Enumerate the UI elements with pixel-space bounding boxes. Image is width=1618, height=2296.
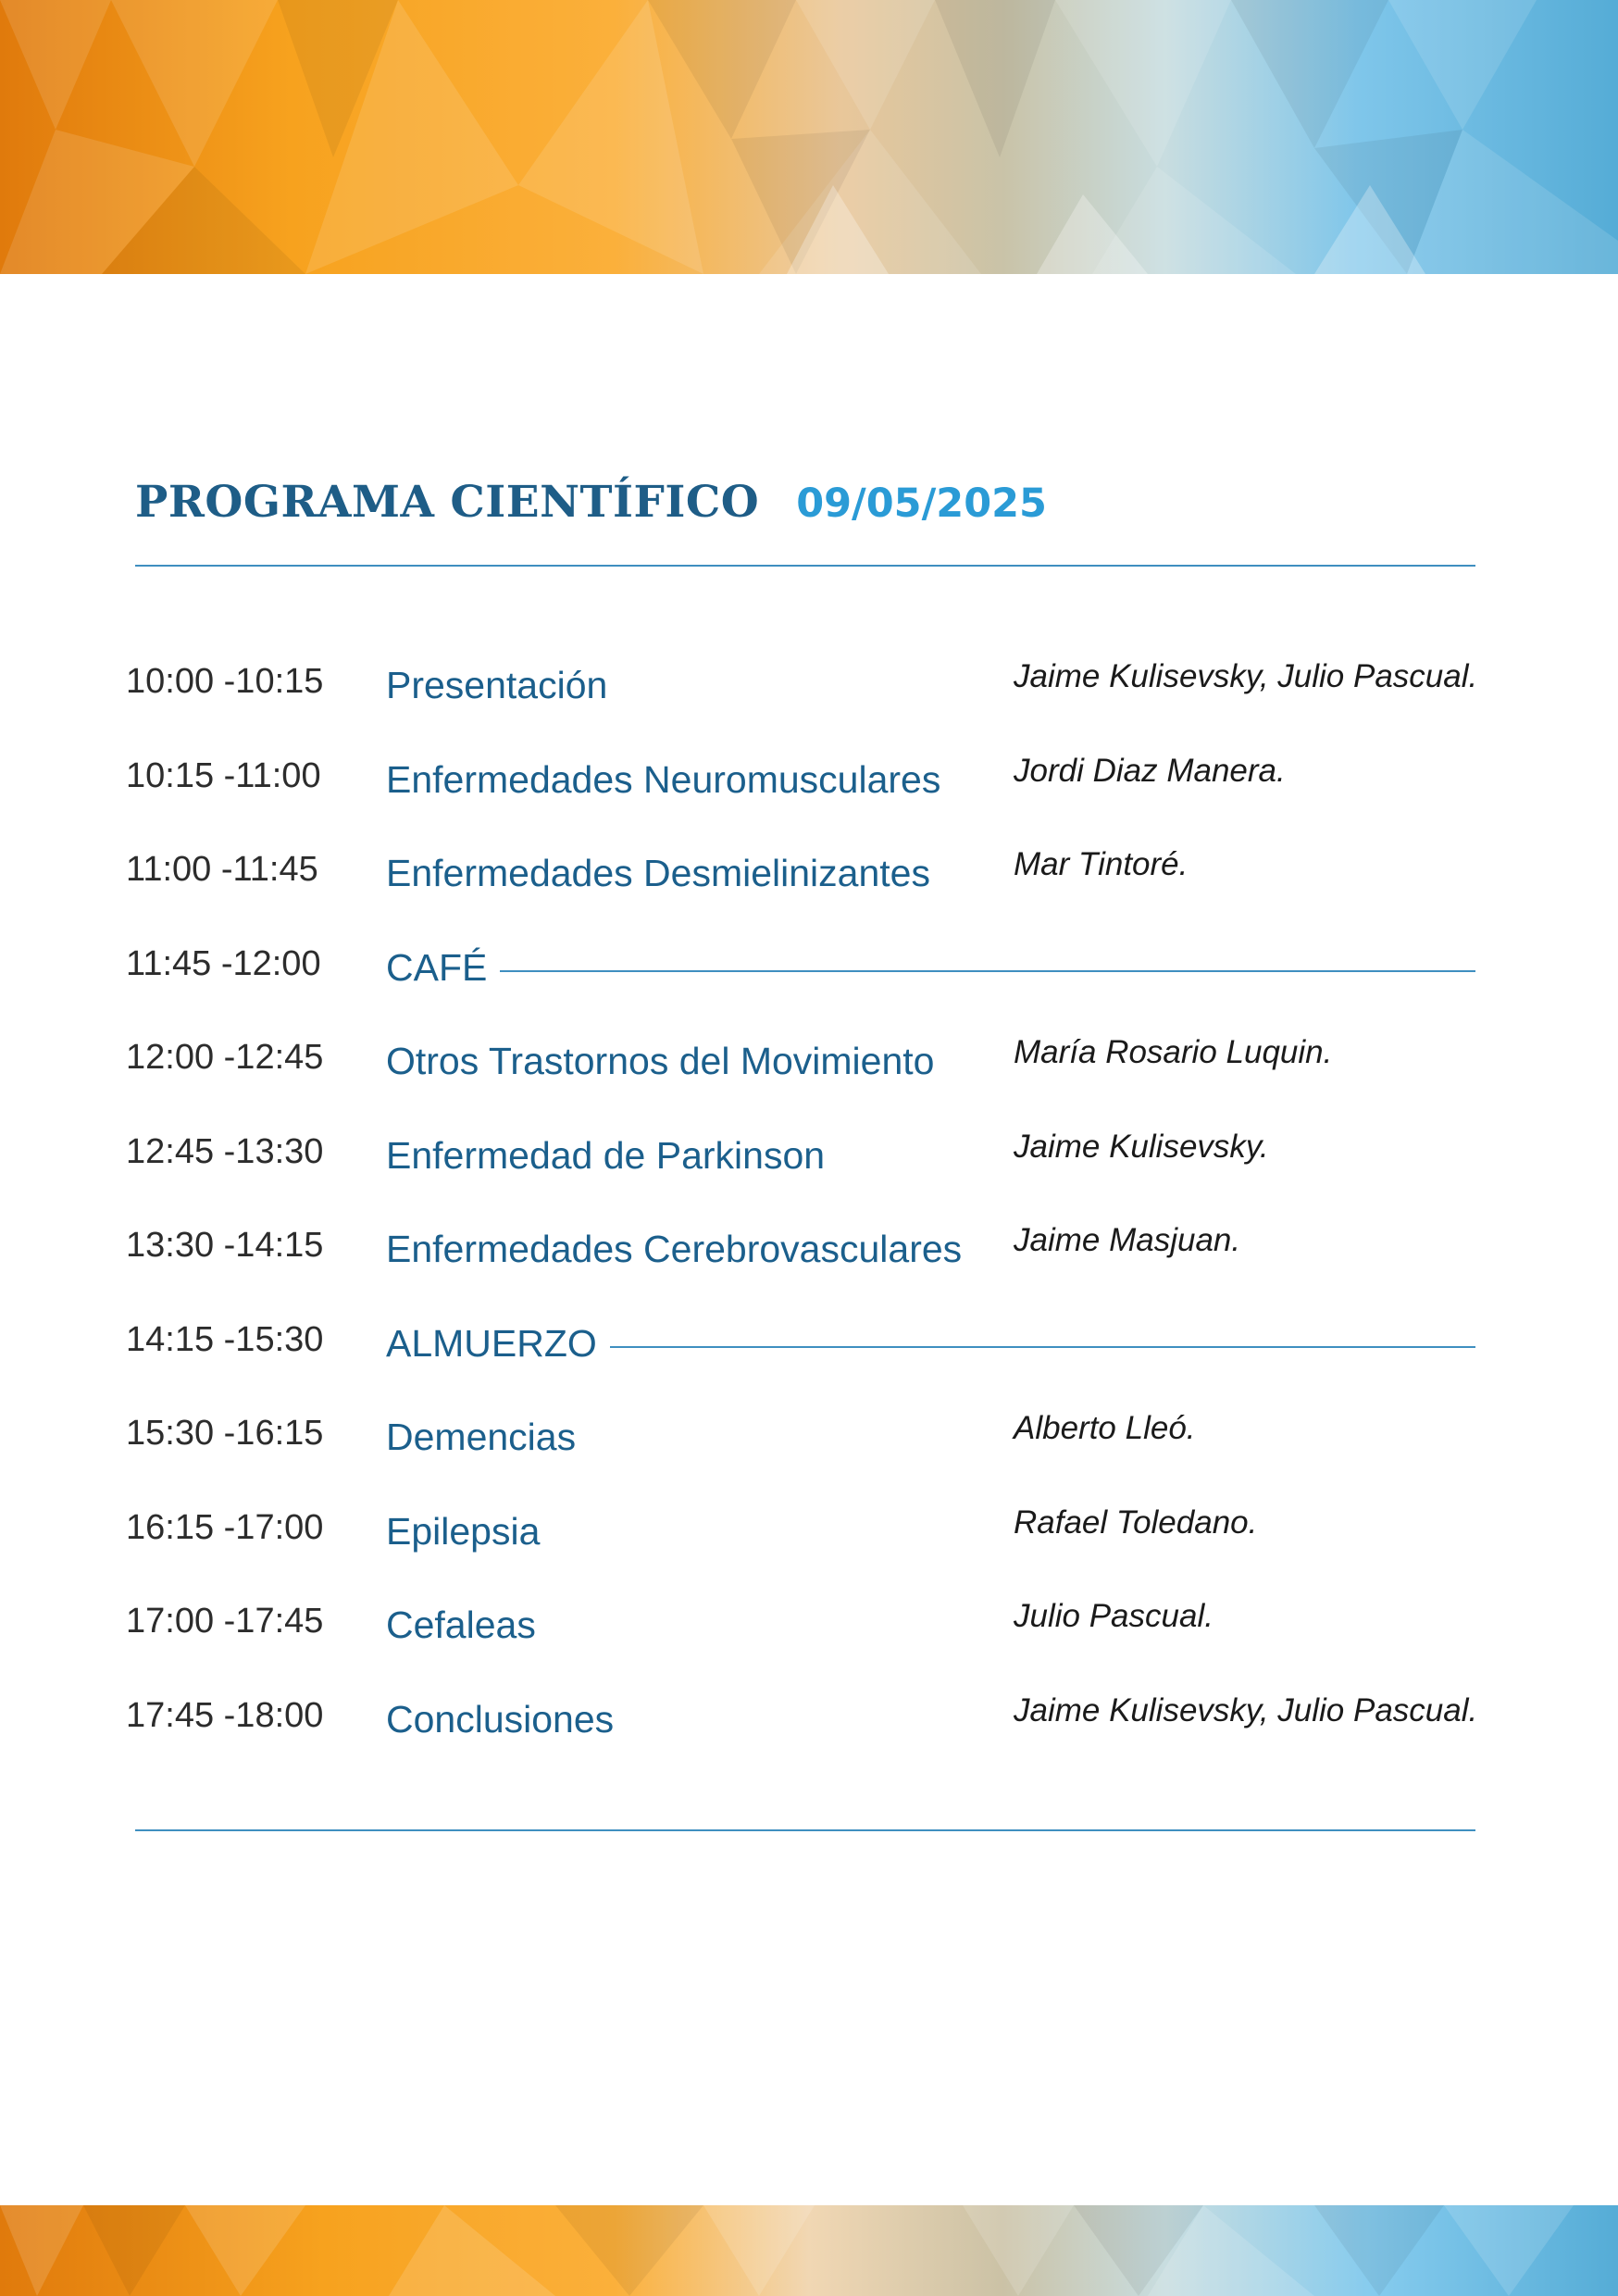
session-time: 12:00 -12:45 — [126, 1038, 324, 1077]
session-topic: Enfermedades Cerebrovasculares — [386, 1228, 963, 1270]
footer-divider — [135, 1829, 1475, 1831]
session-time: 16:15 -17:00 — [126, 1508, 324, 1547]
session-time: 17:45 -18:00 — [126, 1696, 324, 1735]
polygon-pattern-bottom — [0, 2205, 1618, 2296]
schedule-row — [0, 944, 1618, 1000]
session-speaker: Jaime Kulisevsky, Julio Pascual. — [1014, 658, 1478, 694]
session-time: 11:45 -12:00 — [126, 944, 321, 983]
schedule-row — [0, 1320, 1618, 1376]
top-decorative-banner — [0, 0, 1618, 274]
session-topic: Enfermedades Desmielinizantes — [386, 852, 930, 894]
schedule-row — [0, 753, 1618, 812]
session-topic: Demencias — [386, 1416, 577, 1458]
session-speaker: María Rosario Luquin. — [1014, 1034, 1333, 1070]
session-topic: Enfermedad de Parkinson — [386, 1134, 826, 1177]
session-time: 15:30 -16:15 — [126, 1414, 324, 1453]
break-divider — [500, 970, 1475, 972]
session-speaker: Jaime Kulisevsky. — [1014, 1129, 1269, 1165]
session-time: 14:15 -15:30 — [126, 1320, 324, 1359]
session-speaker: Julio Pascual. — [1014, 1598, 1214, 1634]
schedule-row — [0, 1598, 1618, 1657]
session-topic: Conclusiones — [386, 1698, 615, 1741]
session-time: 10:15 -11:00 — [126, 756, 321, 795]
session-speaker: Alberto Lleó. — [1014, 1410, 1196, 1446]
session-topic: Enfermedades Neuromusculares — [386, 758, 941, 801]
session-time: 10:00 -10:15 — [126, 662, 324, 701]
program-header — [135, 477, 1047, 538]
schedule-row — [0, 1504, 1618, 1564]
schedule-row — [0, 1410, 1618, 1469]
break-divider — [610, 1346, 1475, 1348]
schedule-row — [0, 846, 1618, 905]
session-topic: CAFÉ — [386, 946, 488, 989]
session-time: 13:30 -14:15 — [126, 1226, 324, 1265]
session-topic: Epilepsia — [386, 1510, 541, 1553]
session-speaker: Jordi Diaz Manera. — [1014, 753, 1286, 789]
schedule-row — [0, 1129, 1618, 1188]
schedule-row — [0, 1222, 1618, 1281]
session-topic: ALMUERZO — [386, 1322, 597, 1365]
schedule-row — [0, 1034, 1618, 1093]
header-divider — [135, 565, 1475, 567]
session-time: 11:00 -11:45 — [126, 850, 318, 889]
session-time: 17:00 -17:45 — [126, 1602, 324, 1641]
session-topic: Presentación — [386, 664, 608, 706]
session-topic: Otros Trastornos del Movimiento — [386, 1040, 935, 1082]
session-topic: Cefaleas — [386, 1603, 536, 1646]
schedule-row — [0, 658, 1618, 718]
program-date: 09/05/2025 — [796, 480, 1047, 527]
session-speaker: Jaime Masjuan. — [1014, 1222, 1241, 1258]
session-time: 12:45 -13:30 — [126, 1132, 324, 1171]
polygon-pattern-top — [0, 0, 1618, 274]
session-speaker: Jaime Kulisevsky, Julio Pascual. — [1014, 1692, 1478, 1728]
bottom-decorative-banner — [0, 2205, 1618, 2296]
schedule-row — [0, 1692, 1618, 1752]
session-speaker: Rafael Toledano. — [1014, 1504, 1258, 1541]
page-title: PROGRAMA CIENTÍFICO — [135, 477, 760, 528]
session-speaker: Mar Tintoré. — [1014, 846, 1189, 882]
